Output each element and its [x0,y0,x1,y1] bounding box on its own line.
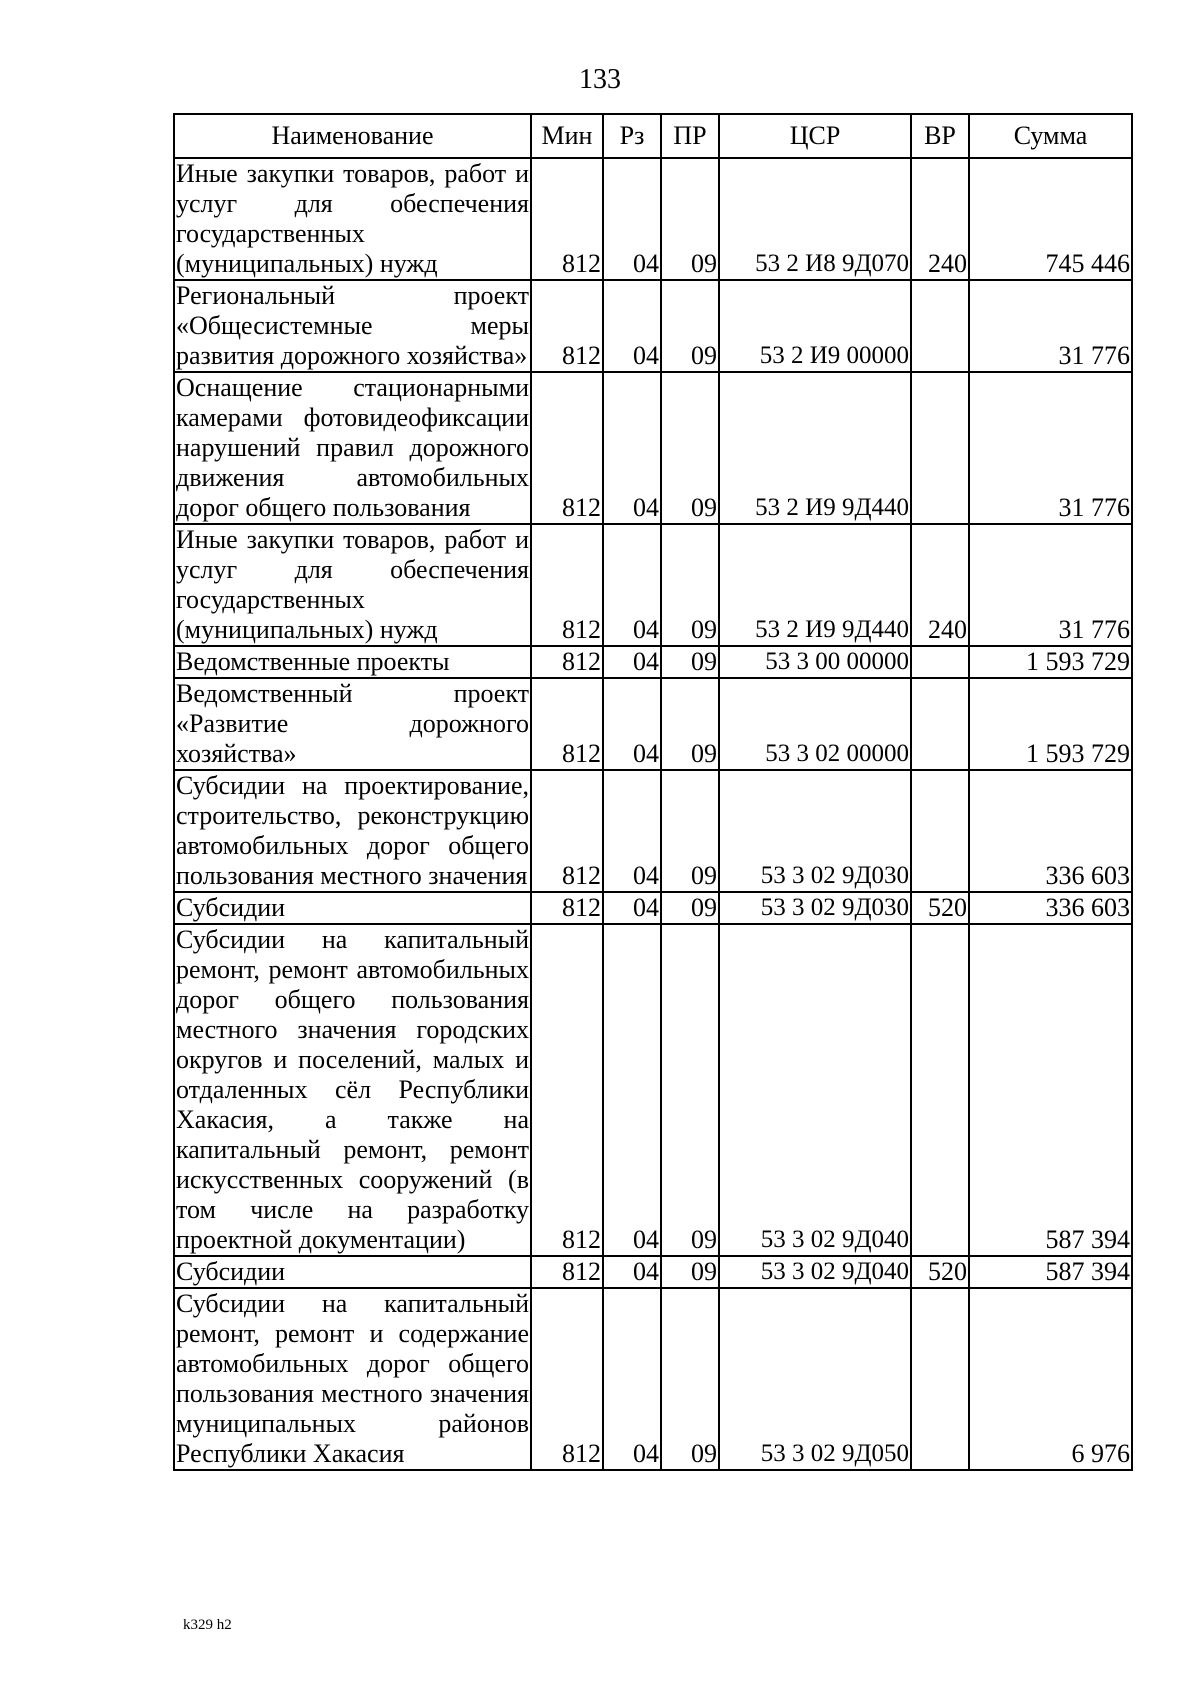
cell-sum: 6 976 [969,1288,1132,1470]
table-row [174,1256,1132,1288]
footer-code: k329 h2 [183,1617,232,1633]
cell-csr: 53 3 02 9Д030 [719,770,911,892]
cell-rz: 04 [603,892,661,924]
cell-rz: 04 [603,280,661,372]
cell-sum: 1 593 729 [969,646,1132,678]
cell-pr: 09 [661,646,719,678]
cell-name: Региональный проект «Общесистемные меры развития дорожного хозяйства» [176,281,529,370]
cell-vr [911,678,969,770]
cell-name: Субсидии [174,892,531,924]
table-row [174,924,1132,1256]
cell-rz: 04 [603,770,661,892]
cell-rz: 04 [603,1288,661,1470]
cell-vr [911,770,969,892]
cell-sum: 31 776 [969,524,1132,646]
cell-vr [911,280,969,372]
header-pr: ПР [661,114,719,158]
cell-pr: 09 [661,1288,719,1470]
cell-rz: 04 [603,158,661,280]
cell-min: 812 [531,524,603,646]
cell-pr: 09 [661,524,719,646]
cell-min: 812 [531,646,603,678]
cell-sum: 587 394 [969,924,1132,1256]
cell-csr: 53 3 02 9Д040 [719,924,911,1256]
cell-rz: 04 [603,646,661,678]
cell-vr [911,1288,969,1470]
header-sum: Сумма [969,114,1132,158]
cell-min: 812 [531,770,603,892]
table-header-row [174,114,1132,158]
cell-rz: 04 [603,1256,661,1288]
cell-name: Иные закупки товаров, работ и услуг для обеспечения государственных (муниципальных) нужд [176,159,529,278]
cell-csr: 53 3 02 00000 [719,678,911,770]
table-row [174,678,1132,770]
cell-pr: 09 [661,158,719,280]
cell-vr [911,646,969,678]
header-name: Наименование [174,114,531,158]
cell-min: 812 [531,924,603,1256]
cell-min: 812 [531,678,603,770]
cell-sum: 336 603 [969,892,1132,924]
table-row [174,280,1132,372]
table-row [174,158,1132,280]
cell-name: Субсидии на капитальный ремонт, ремонт автомобильных дорог общего пользования местного значения городских округов и поселений, малых и отдаленных сёл Республики Хакасия, а также на капитальный ремонт, ремонт искусственных сооружений (в том числе на разработку проектной документации) [176,925,529,1254]
table-body [174,158,1132,1470]
cell-min: 812 [531,1288,603,1470]
header-min: Мин [531,114,603,158]
cell-csr: 53 3 02 9Д040 [719,1256,911,1288]
cell-csr: 53 3 00 00000 [719,646,911,678]
table-row [174,372,1132,524]
cell-name: Оснащение стационарными камерами фотовидеофиксации нарушений правил дорожного движения автомобильных дорог общего пользования [176,373,529,522]
cell-pr: 09 [661,924,719,1256]
cell-name: Ведомственные проекты [174,646,531,678]
cell-vr [911,924,969,1256]
cell-min: 812 [531,1256,603,1288]
cell-rz: 04 [603,524,661,646]
table-row [174,646,1132,678]
cell-min: 812 [531,892,603,924]
table-row [174,892,1132,924]
header-vr: ВР [911,114,969,158]
cell-csr: 53 3 02 9Д030 [719,892,911,924]
cell-name: Субсидии [174,1256,531,1288]
cell-name: Субсидии на капитальный ремонт, ремонт и содержание автомобильных дорог общего пользования местного значения муниципальных районов Республики Хакасия [176,1289,529,1468]
cell-pr: 09 [661,280,719,372]
table-row [174,1288,1132,1470]
cell-sum: 1 593 729 [969,678,1132,770]
cell-sum: 31 776 [969,372,1132,524]
cell-sum: 745 446 [969,158,1132,280]
cell-min: 812 [531,158,603,280]
cell-pr: 09 [661,892,719,924]
cell-sum: 587 394 [969,1256,1132,1288]
cell-name: Иные закупки товаров, работ и услуг для обеспечения государственных (муниципальных) нужд [176,525,529,644]
cell-csr: 53 2 И8 9Д070 [719,158,911,280]
cell-vr [911,372,969,524]
header-rz: Рз [603,114,661,158]
cell-rz: 04 [603,924,661,1256]
cell-name: Субсидии на проектирование, строительство, реконструкцию автомобильных дорог общего пользования местного значения [176,771,529,890]
cell-vr: 520 [911,892,969,924]
cell-min: 812 [531,372,603,524]
cell-pr: 09 [661,770,719,892]
header-csr: ЦСР [719,114,911,158]
cell-pr: 09 [661,678,719,770]
table-row [174,524,1132,646]
cell-rz: 04 [603,372,661,524]
budget-table [173,113,1133,1471]
cell-vr: 240 [911,524,969,646]
cell-csr: 53 2 И9 9Д440 [719,524,911,646]
cell-sum: 31 776 [969,280,1132,372]
cell-pr: 09 [661,1256,719,1288]
cell-vr: 520 [911,1256,969,1288]
cell-name: Ведомственный проект «Развитие дорожного хозяйства» [176,679,529,768]
cell-sum: 336 603 [969,770,1132,892]
cell-csr: 53 2 И9 00000 [719,280,911,372]
table-row [174,770,1132,892]
cell-rz: 04 [603,678,661,770]
cell-csr: 53 2 И9 9Д440 [719,372,911,524]
cell-min: 812 [531,280,603,372]
page-number: 133 [579,64,621,95]
cell-vr: 240 [911,158,969,280]
cell-csr: 53 3 02 9Д050 [719,1288,911,1470]
cell-pr: 09 [661,372,719,524]
